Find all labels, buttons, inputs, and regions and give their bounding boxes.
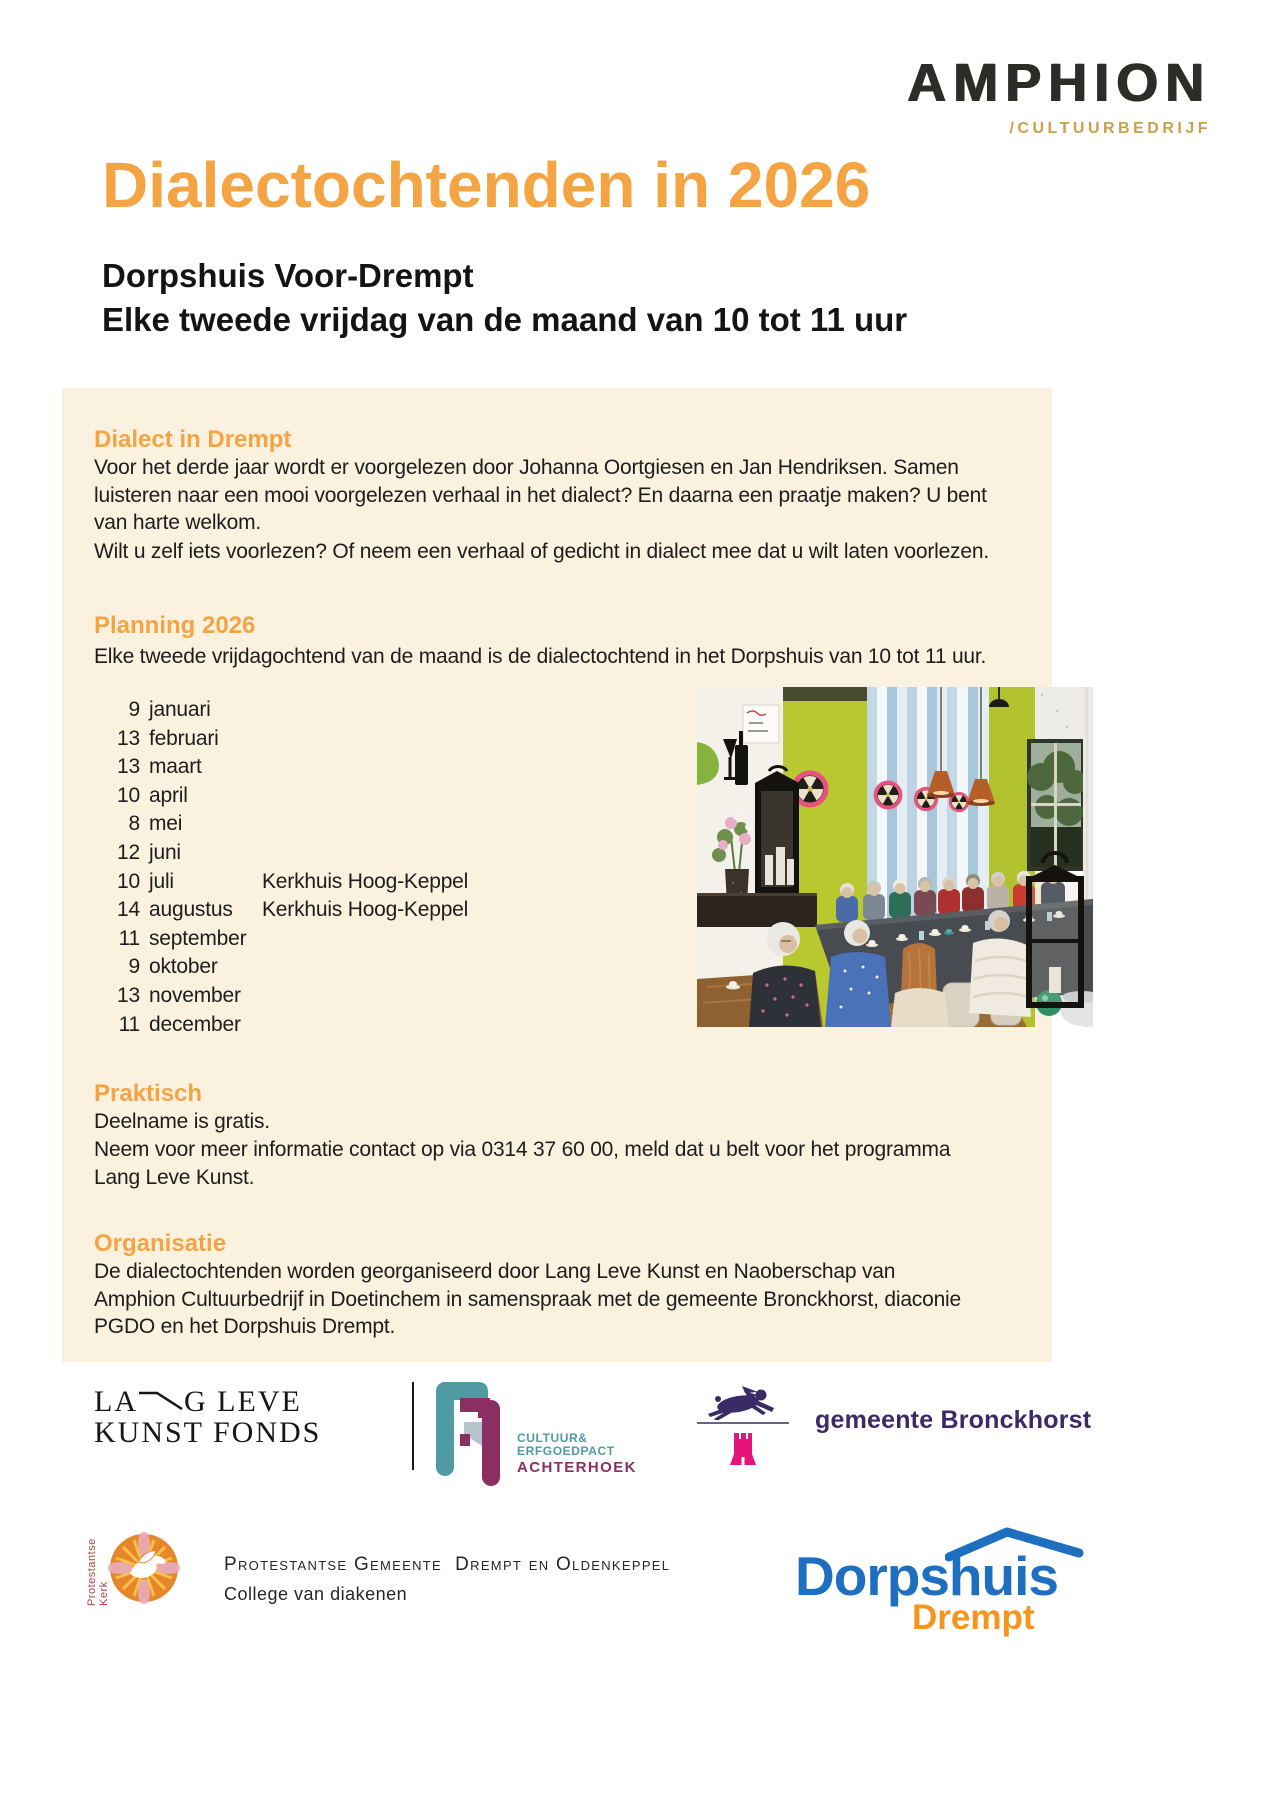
dorpshuis-place-label: Drempt <box>912 1598 1035 1637</box>
efg-line3: ACHTERHOEK <box>517 1459 637 1476</box>
date-day: 11 <box>118 926 140 950</box>
date-row <box>110 955 468 984</box>
organisatie-paragraph: De dialectochtenden worden georganiseerd door Lang Leve Kunst en Naoberschap van Amphion Cultuurbedrijf in Doetinchem in samenspraak met de gemeente Bronckhorst, diaconie PGDO en het Dorpshuis Drempt. <box>94 1260 961 1338</box>
date-month: januari <box>149 698 211 721</box>
subtitle-schedule: Elke tweede vrijdag van de maand van 10 tot 11 uur <box>102 301 908 338</box>
erfgoedpact-mark-icon <box>432 1378 508 1488</box>
date-month: oktober <box>149 955 218 979</box>
date-row <box>110 784 468 813</box>
erfgoedpact-logo-text <box>517 1432 637 1474</box>
date-day: 11 <box>118 1012 140 1036</box>
date-row <box>110 927 468 956</box>
date-row <box>110 698 468 727</box>
date-month: maart <box>149 755 202 779</box>
page-title: Dialectochtenden in 2026 <box>102 149 871 221</box>
heading-dialect: Dialect in Drempt <box>94 426 292 453</box>
llk-line2: KUNST FONDS <box>94 1416 322 1449</box>
event-photo <box>697 687 1093 1027</box>
zigzag-n-icon <box>138 1390 184 1411</box>
date-month: februari <box>149 726 219 750</box>
date-row <box>110 841 468 870</box>
heading-praktisch: Praktisch <box>94 1080 203 1107</box>
date-month: december <box>149 1012 241 1036</box>
bronckhorst-divider-line <box>697 1422 789 1424</box>
gemeente-bronckhorst-label: gemeente Bronckhorst <box>815 1406 1092 1434</box>
date-month: mei <box>149 812 183 836</box>
date-month: augustus <box>149 898 233 922</box>
date-day: 9 <box>128 955 140 979</box>
castle-icon <box>729 1427 757 1465</box>
date-month: juli <box>149 869 174 893</box>
date-day: 12 <box>117 840 140 864</box>
date-day: 13 <box>117 983 140 1007</box>
date-day: 14 <box>117 898 140 922</box>
praktisch-line-2: Neem voor meer informatie contact op via 0314 37 60 00, meld dat u belt voor het programma Lang Leve Kunst. <box>94 1138 951 1189</box>
heading-planning: Planning 2026 <box>94 612 256 639</box>
date-day: 8 <box>128 812 140 836</box>
date-row <box>110 984 468 1013</box>
date-month: april <box>149 783 188 807</box>
praktisch-line-1: Deelname is gratis. <box>94 1110 270 1133</box>
amphion-tagline: /CULTUURBEDRIJF <box>1009 120 1211 137</box>
date-day: 9 <box>128 698 140 721</box>
date-month: september <box>149 926 247 950</box>
date-month: november <box>149 983 241 1007</box>
date-row <box>110 870 468 899</box>
event-photo-scene <box>697 687 1093 1027</box>
lang-leve-kunst-fonds-logo <box>94 1386 321 1448</box>
date-day: 13 <box>117 755 140 779</box>
planning-intro: Elke tweede vrijdagochtend van de maand is de dialectochtend in het Dorpshuis van 10 tot 11 uur. <box>94 645 987 668</box>
efg-line1: CULTUUR& <box>517 1431 588 1445</box>
page-subtitle <box>102 254 907 342</box>
date-row <box>110 727 468 756</box>
amphion-wordmark: AMPHION <box>907 53 1211 113</box>
protestantse-kerk-side-label: Protestantse Kerk <box>86 1538 110 1606</box>
hare-icon <box>700 1386 784 1420</box>
date-row <box>110 812 468 841</box>
efg-line2: ERFGOEDPACT <box>517 1444 615 1458</box>
logo-divider <box>412 1382 414 1470</box>
amphion-logo <box>907 53 1211 138</box>
llk-line1: LA G LEVE <box>94 1385 302 1418</box>
sunburst-dove-icon <box>108 1532 180 1604</box>
date-location-note: Kerkhuis Hoog-Keppel <box>262 898 469 922</box>
date-row <box>110 898 468 927</box>
protestantse-gemeente-label: Protestantse Gemeente Drempt en Oldenkeppel <box>224 1554 671 1575</box>
date-row <box>110 1013 468 1042</box>
dialect-paragraph-2: Wilt u zelf iets voorlezen? Of neem een verhaal of gedicht in dialect mee dat u wilt laten voorlezen. <box>94 540 989 563</box>
date-row <box>110 755 468 784</box>
subtitle-location: Dorpshuis Voor-Drempt <box>102 257 474 294</box>
date-day: 13 <box>117 726 140 750</box>
dorpshuis-wordmark: Dorpshuis <box>795 1545 1058 1607</box>
dialect-paragraph-1: Voor het derde jaar wordt er voorgelezen door Johanna Oortgiesen en Jan Hendriksen. Samen luisteren naar een mooi voorgelezen verhaal in het dialect? En daarna een praatje maken? U bent van harte welkom. <box>94 456 987 534</box>
date-list <box>110 698 468 1041</box>
college-van-diakenen-label: College van diakenen <box>224 1584 408 1604</box>
house-roof-icon <box>945 1526 1087 1562</box>
date-month: juni <box>149 840 181 864</box>
date-day: 10 <box>117 869 140 893</box>
date-location-note: Kerkhuis Hoog-Keppel <box>262 869 469 893</box>
date-day: 10 <box>117 783 140 807</box>
heading-organisatie: Organisatie <box>94 1230 227 1257</box>
